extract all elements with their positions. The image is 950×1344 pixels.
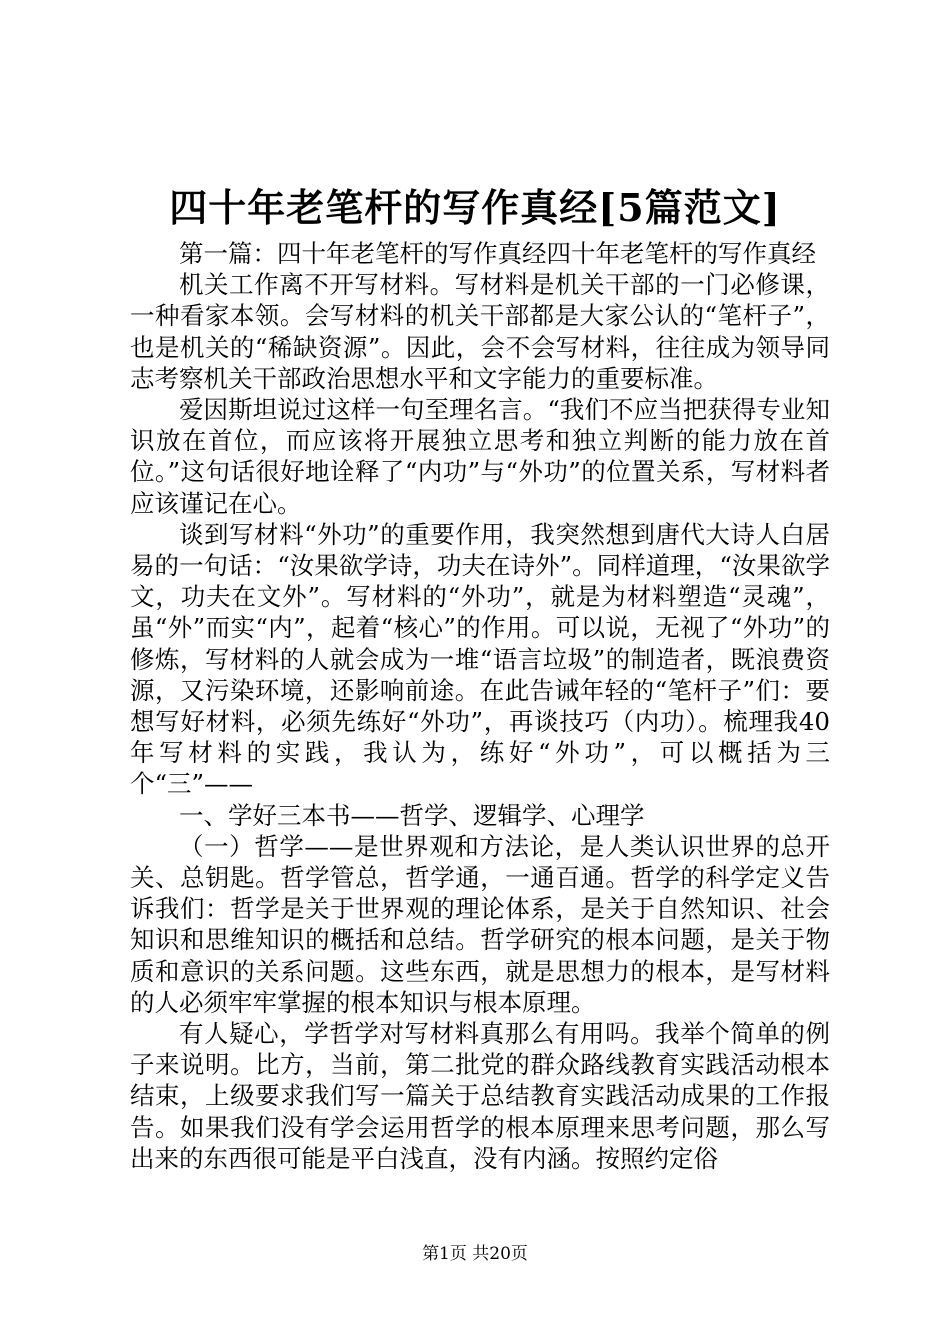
page-number-footer: 第1页 共20页 (422, 1244, 528, 1264)
paragraph: 机关工作离不开写材料。写材料是机关干部的一门必修课，一种看家本领。会写材料的机关干部都是大家公认的“笔杆子”，也是机关的“稀缺资源”。因此，会不会写材料，往往成为领导同志考察机关干部政治思想水平和文字能力的重要标准。 (130, 270, 830, 393)
document-title: 四十年老笔杆的写作真经[5篇范文] (169, 185, 781, 230)
paragraph-chapter-heading: 第一篇：四十年老笔杆的写作真经四十年老笔杆的写作真经 (179, 239, 816, 268)
section-heading: 一、学好三本书——哲学、逻辑学、心理学 (179, 800, 645, 830)
paragraph: 有人疑心，学哲学对写材料真那么有用吗。我举个简单的例子来说明。比方，当前，第二批党的群众路线教育实践活动根本结束，上级要求我们写一篇关于总结教育实践活动成果的工作报告。如果我们没有学会运用哲学的根本原理来思考问题，那么写出来的东西很可能是平白浅直，没有内涵。按照约定俗 (130, 1019, 830, 1173)
paragraph: 谈到写材料“外功”的重要作用，我突然想到唐代大诗人白居易的一句话：“汝果欲学诗，功夫在诗外”。同样道理，“汝果欲学文，功夫在文外”。写材料的“外功”，就是为材料塑造“灵魂”，虽“外”而实“内”，起着“核心”的作用。可以说，无视了“外功”的修炼，写材料的人就会成为一堆“语言垃圾”的制造者，既浪费资源，又污染环境，还影响前途。在此告诫年轻的“笔杆子”们：要想写好材料，必须先练好“外功”，再谈技巧（内功）。梳理我40年写材料的实践，我认为，练好“外功”，可以概括为三个“三”—— (130, 519, 830, 799)
paragraph: （一）哲学——是世界观和方法论，是人类认识世界的总开关、总钥匙。哲学管总，哲学通，一通百通。哲学的科学定义告诉我们：哲学是关于世界观的理论体系，是关于自然知识、社会知识和思维知识的概括和总结。哲学研究的根本问题，是关于物质和意识的关系问题。这些东西，就是思想力的根本，是写材料的人必须牢牢掌握的根本知识与根本原理。 (130, 831, 830, 1017)
document-body (130, 238, 830, 1174)
paragraph: 爱因斯坦说过这样一句至理名言。“我们不应当把获得专业知识放在首位，而应该将开展独立思考和独立判断的能力放在首位。”这句话很好地诠释了“内功”与“外功”的位置关系，写材料者应该谨记在心。 (130, 395, 830, 518)
